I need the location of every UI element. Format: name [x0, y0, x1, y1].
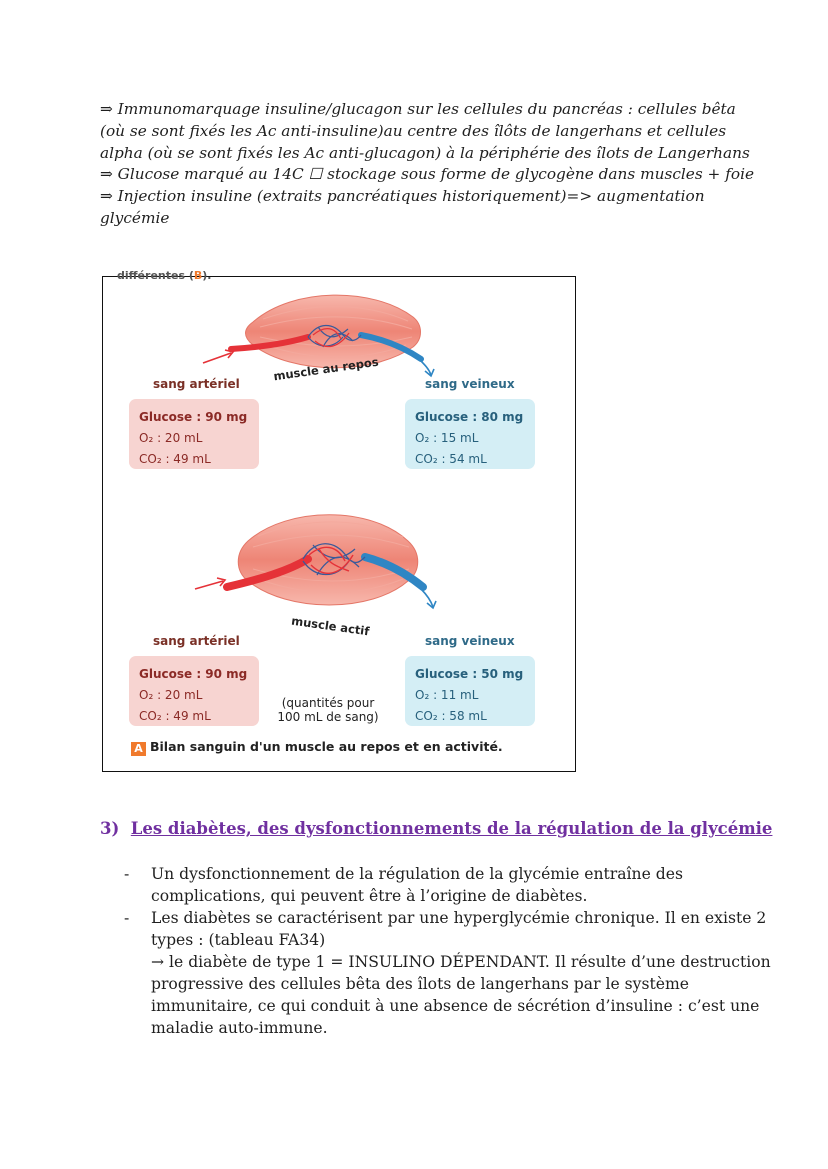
venous-label-rest: sang veineux	[425, 377, 515, 391]
intro-line: alpha (où se sont fixés les Ac anti-glucagon) à la périphérie des îlots de Langerhans	[100, 143, 750, 162]
venous-arrow-active	[421, 589, 433, 607]
muscle-rest-label: muscle au repos	[272, 354, 380, 384]
section-title-text: Les diabètes, des dysfonctionnements de la régulation de la glycémie	[130, 819, 773, 838]
arterial-values-active: Glucose : 90 mg O₂ : 20 mL CO₂ : 49 mL	[129, 656, 259, 726]
section-heading	[100, 819, 772, 838]
venous-values-rest: Glucose : 80 mg O₂ : 15 mL CO₂ : 54 mL	[405, 399, 535, 469]
venous-arrow-rest	[419, 359, 431, 375]
arterial-arrow-active	[195, 581, 223, 589]
intro-line: ⇒ Injection insuline (extraits pancréatiques historiquement)=> augmentation	[100, 187, 705, 206]
arterial-label-active: sang artériel	[153, 634, 240, 648]
intro-line: ⇒ Glucose marqué au 14C ☐ stockage sous forme de glycogène dans muscles + foie	[100, 165, 755, 184]
figure-cut-text: différentes (B).	[117, 269, 212, 282]
arterial-values-rest: Glucose : 90 mg O₂ : 20 mL CO₂ : 49 mL	[129, 399, 259, 469]
section-number: 3)	[100, 819, 120, 838]
intro-line: glycémie	[100, 208, 170, 227]
venous-values-active: Glucose : 50 mg O₂ : 11 mL CO₂ : 58 mL	[405, 656, 535, 726]
list-item: - Les diabètes se caractérisent par une hyperglycémie chronique. Il en existe 2 types : (tableau FA34) → le diabète de type 1 = INSULINO DÉPENDANT. Il résulte d’une destruction progressive des cellules bêta des îlots de langerhans par le système immunitaire, ce qui conduit à une absence de sécrétion d’insuline : c’est une maladie auto-immune.	[124, 909, 771, 1037]
list-item: - Un dysfonctionnement de la régulation de la glycémie entraîne des complications, qui peuvent être à l’origine de diabètes.	[124, 865, 683, 905]
muscle-active-label: muscle actif	[290, 613, 371, 639]
intro-line: (où se sont fixés les Ac anti-insuline)au centre des îlôts de langerhans et cellules	[100, 121, 727, 140]
figure-caption: A Bilan sanguin d'un muscle au repos et en activité.	[131, 739, 503, 756]
venous-label-active: sang veineux	[425, 634, 515, 648]
quantity-note: (quantités pour 100 mL de sang)	[277, 696, 379, 724]
arterial-label-rest: sang artériel	[153, 377, 240, 391]
arterial-arrow-rest	[203, 353, 231, 363]
caption-tag: A	[131, 742, 146, 756]
intro-paragraph	[100, 99, 755, 230]
blood-balance-figure	[102, 269, 576, 772]
bullet-list	[124, 863, 771, 1039]
intro-line: ⇒ Immunomarquage insuline/glucagon sur les cellules du pancréas : cellules bêta	[100, 100, 736, 118]
